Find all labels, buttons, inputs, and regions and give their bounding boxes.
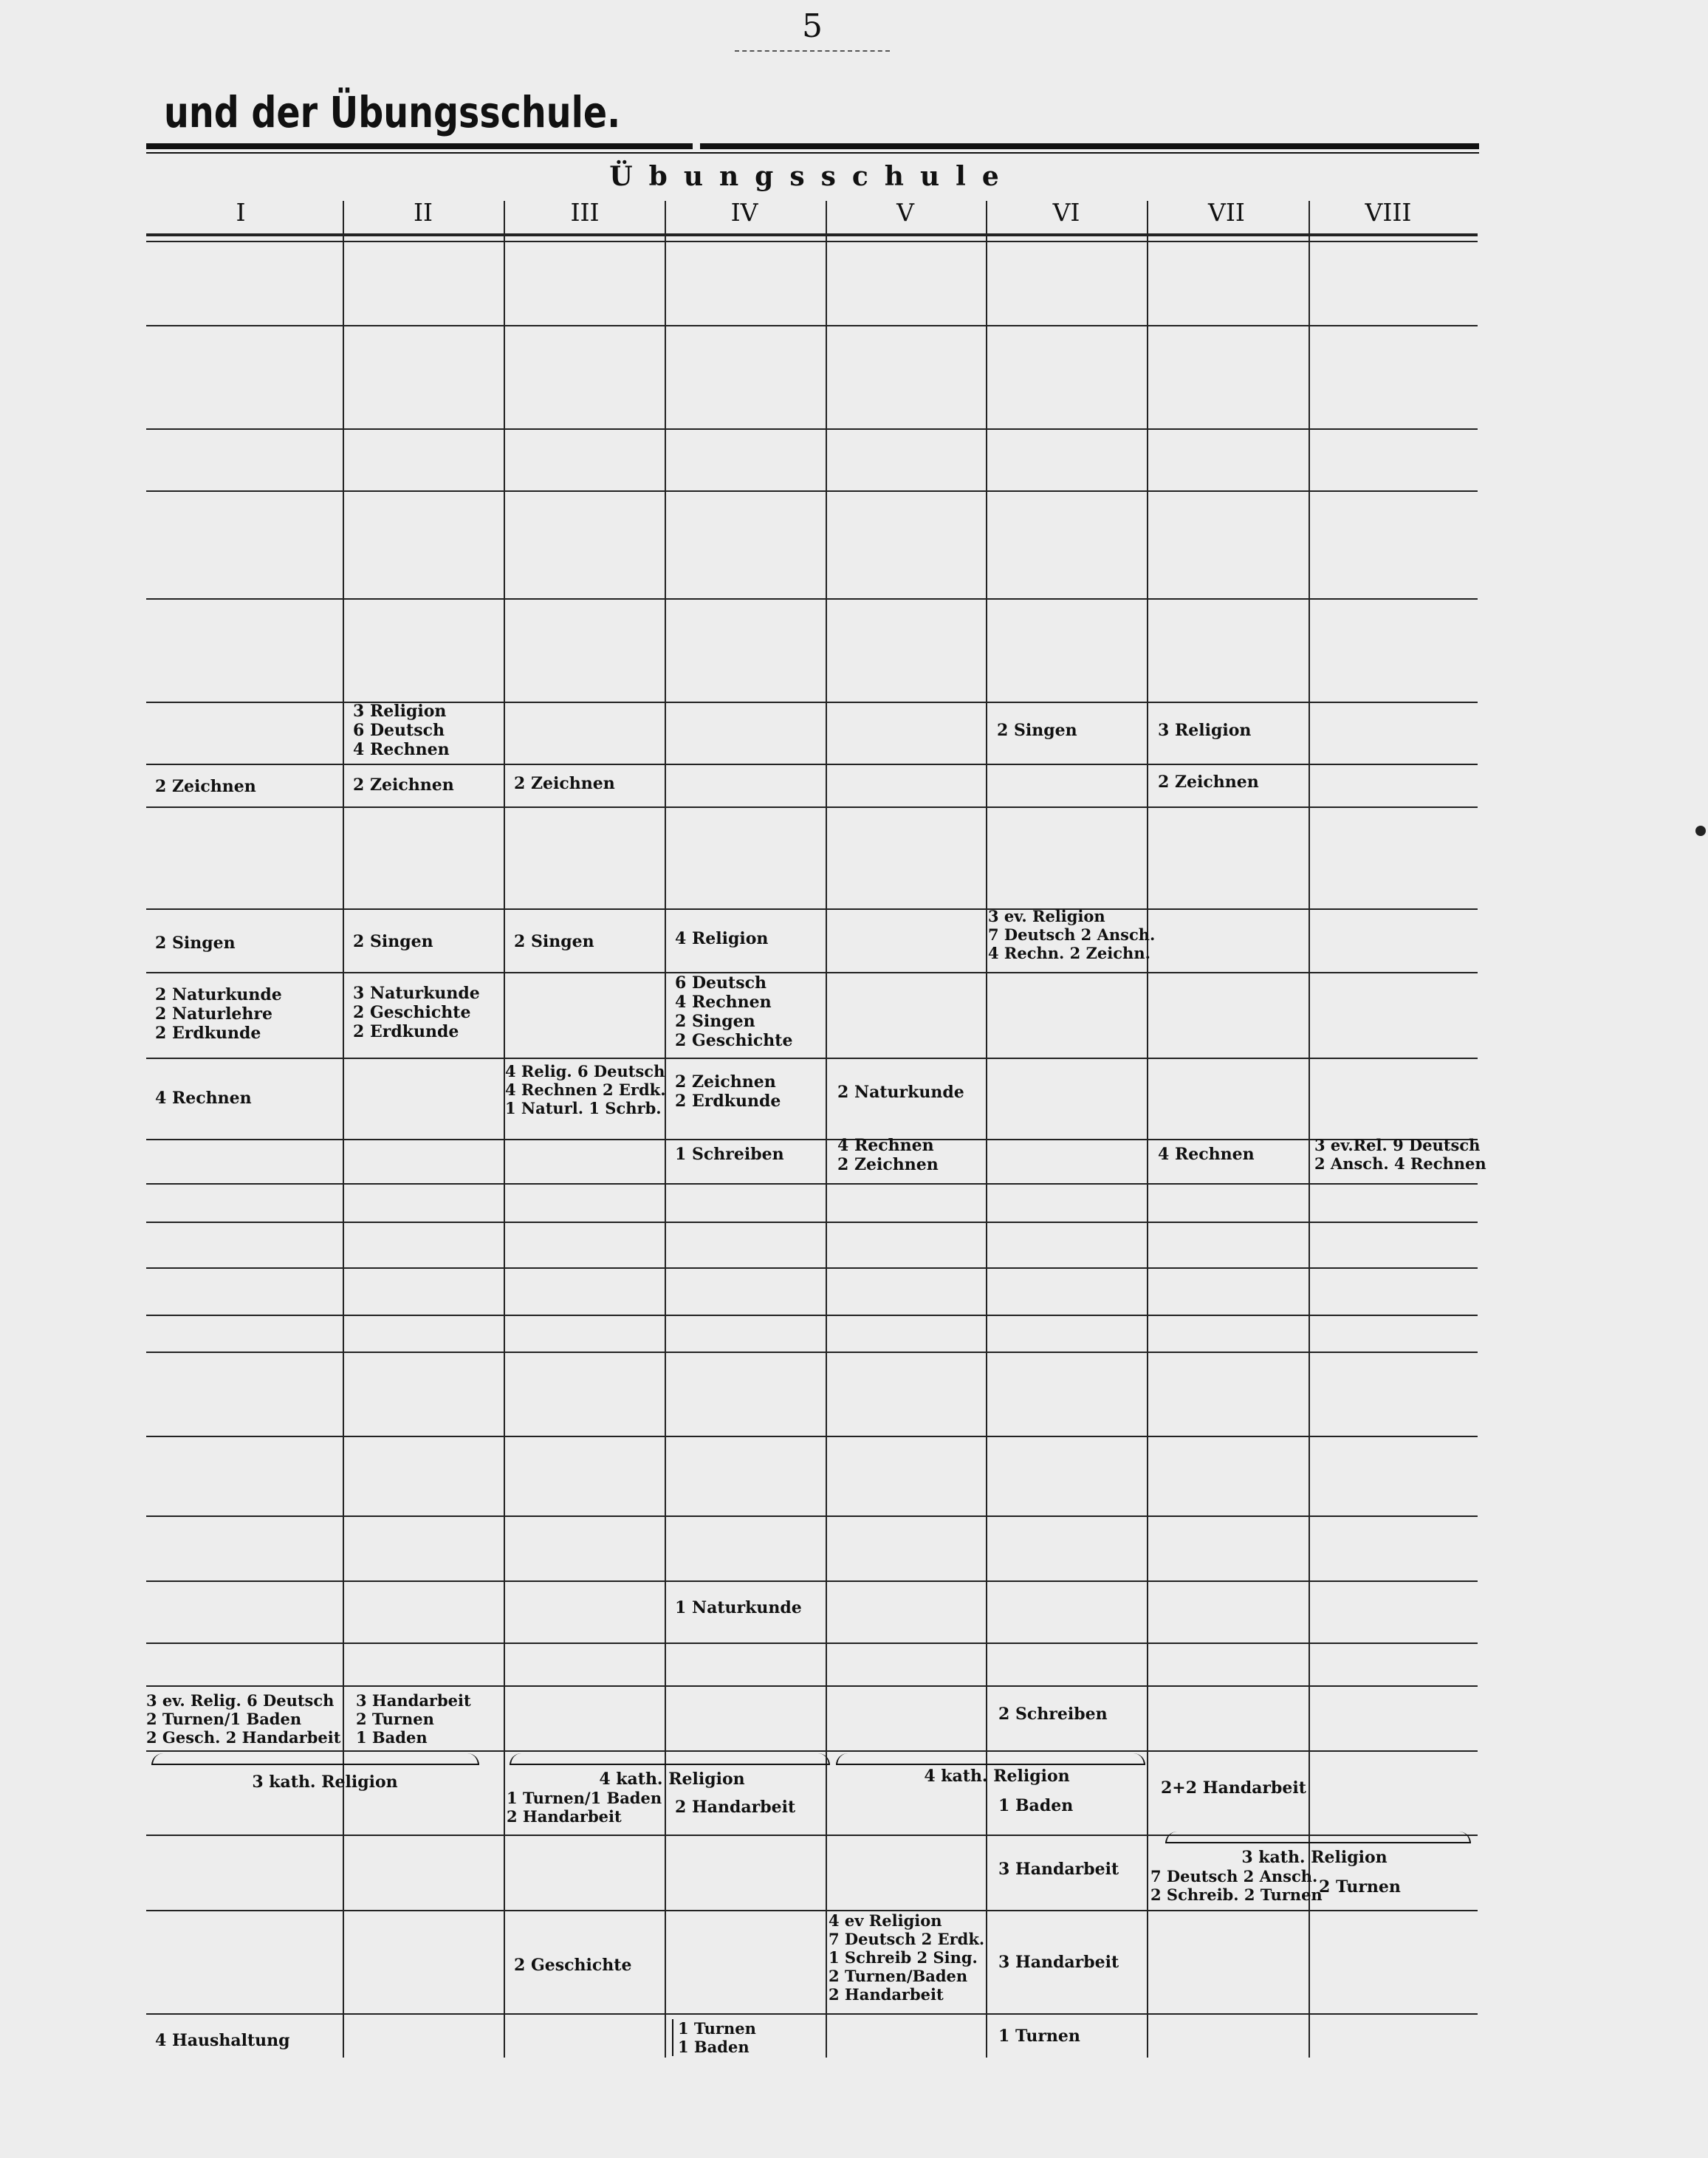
cell-viii [1314,1136,1486,1173]
cell-line: 4 Rechnen [837,1136,934,1155]
span-brace [836,1753,1145,1765]
cell-line: 3 ev.Rel. 9 Deutsch [1314,1136,1481,1154]
cell-iii: 2 Zeichnen [514,774,615,793]
cell-line: 1 Turnen [678,2019,756,2038]
column-divider [1309,201,1310,2058]
cell-line: 3 Naturkunde [353,984,480,1003]
cell-line: 2 Zeichnen [837,1155,939,1174]
cell-vii [1150,1867,1323,1904]
row-divider [146,806,1478,808]
cell-line: 2 Gesch. 2 Handarbeit [146,1728,341,1747]
cell-line: 7 Deutsch 2 Ansch. [1150,1867,1318,1885]
cell-line: 2 Turnen/Baden [829,1967,968,1985]
cell-line: 2 Naturlehre [155,1004,273,1024]
cell-line: 2 Handarbeit [829,1985,944,2004]
cell-line: 2 Erdkunde [675,1092,781,1111]
row-divider [146,1183,1478,1185]
cell-line: 4 Rechn. 2 Zeichn. [988,944,1150,962]
cell-vi: 1 Baden [998,1796,1074,1815]
row-divider [146,764,1478,765]
cell-vii: 3 Religion [1158,721,1252,740]
cell-line: 7 Deutsch 2 Ansch. [988,925,1156,944]
cell-vi: 2 Schreiben [998,1705,1108,1724]
heading-rule-left [146,143,693,149]
row-divider [146,1352,1478,1353]
row-divider [146,598,1478,600]
cell-iv: 1 Naturkunde [675,1598,802,1617]
row-divider [146,1436,1478,1437]
cell-line: 4 Rechnen [353,740,450,759]
page-heading: und der Übungsschule. [164,87,621,137]
cell-i-ii-span: 3 kath. Religion [252,1772,398,1792]
cell-iii [507,1789,662,1826]
row-divider [146,1139,1478,1140]
cell-line: 2 Handarbeit [507,1807,622,1826]
column-header-iii: III [570,198,600,227]
row-divider [146,1685,1478,1687]
cell-vi: 3 Handarbeit [998,1860,1119,1879]
cell-ii [353,984,480,1041]
cell-viii: 2 Turnen [1319,1877,1401,1897]
cell-vii: 2 Zeichnen [1158,773,1259,792]
cell-vi [988,907,1155,962]
cell-line: 2 Ansch. 4 Rechnen [1314,1154,1486,1173]
column-header-i: I [236,198,246,227]
cell-line: 3 ev. Relig. 6 Deutsch [146,1691,335,1710]
row-divider [146,1643,1478,1644]
column-header-viii: VIII [1365,198,1412,227]
column-divider [504,201,505,2058]
cell-ii [353,702,450,759]
cell-line: 1 Turnen/1 Baden [507,1789,662,1807]
heading-rule-right [700,143,1479,149]
page-number-ornament [735,50,890,55]
cell-vii: 4 Rechnen [1158,1145,1255,1164]
cell-iv [672,2019,756,2056]
row-divider [146,702,1478,703]
span-brace [1165,1832,1471,1843]
column-header-v: V [896,198,914,227]
column-header-vii: VII [1208,198,1245,227]
row-divider [146,1580,1478,1582]
page-number: 5 [802,7,823,45]
cell-ii: 2 Zeichnen [353,775,454,795]
cell-line: 1 Baden [356,1728,428,1747]
cell-i: 4 Haushaltung [155,2031,290,2050]
cell-iii: 2 Geschichte [514,1956,632,1975]
cell-line: 2 Erdkunde [155,1024,261,1043]
span-brace [510,1753,830,1765]
cell-line: 2 Naturkunde [155,985,282,1004]
cell-line: 4 Relig. 6 Deutsch [505,1062,665,1080]
cell-line: 1 Naturl. 1 Schrb. [505,1099,662,1117]
cell-ii: 2 Singen [353,932,433,951]
cell-line: 7 Deutsch 2 Erdk. [829,1930,985,1948]
cell-iv [675,973,792,1050]
row-divider [146,1058,1478,1059]
cell-iii: 2 Singen [514,932,594,951]
column-header-ii: II [413,198,433,227]
column-header-iv: IV [730,198,758,227]
row-divider [146,1315,1478,1316]
cell-line: 3 Religion [353,702,447,721]
column-header-vi: VI [1052,198,1080,227]
cell-iv: 2 Handarbeit [675,1798,796,1817]
header-rule-thin [146,241,1478,242]
cell-line: 2 Singen [675,1012,755,1031]
cell-line: 4 Rechnen 2 Erdk. [505,1080,666,1099]
row-divider [146,908,1478,910]
cell-line: 1 Baden [678,2038,750,2056]
row-divider [146,2013,1478,2015]
ink-speck [1695,826,1706,836]
cell-iii [505,1062,666,1117]
cell-v [829,1911,984,2004]
cell-i: 2 Zeichnen [155,777,256,796]
cell-vi: 1 Turnen [998,2027,1080,2046]
row-divider [146,1910,1478,1911]
row-divider [146,972,1478,973]
row-divider [146,1267,1478,1269]
row-divider [146,1515,1478,1517]
cell-line: 1 Schreib 2 Sing. [829,1948,978,1967]
cell-iv [675,1072,781,1111]
header-rule [146,233,1478,236]
cell-line: 3 ev. Religion [988,907,1105,925]
cell-line: 2 Zeichnen [675,1072,776,1092]
cell-vii-viii-span: 3 kath. Religion [1241,1848,1388,1867]
cell-iv: 1 Schreiben [675,1145,784,1164]
cell-i: 2 Singen [155,934,236,953]
cell-i: 4 Rechnen [155,1089,252,1108]
cell-line: 2 Turnen/1 Baden [146,1710,302,1728]
cell-i [155,985,282,1043]
section-title: Übungsschule [609,161,1015,192]
heading-rule-thin [146,152,1479,154]
cell-ii [356,1691,471,1747]
cell-i [146,1691,340,1747]
cell-line: 2 Geschichte [675,1031,793,1050]
cell-line: 4 Rechnen [675,993,772,1012]
cell-line: 6 Deutsch [675,973,766,993]
cell-line: 2 Turnen [356,1710,434,1728]
row-divider [146,325,1478,326]
cell-vi: 3 Handarbeit [998,1953,1119,1972]
row-divider [146,428,1478,430]
cell-iii-iv-span: 4 kath. Religion [599,1770,745,1789]
span-brace [151,1753,479,1765]
row-divider [146,1750,1478,1752]
cell-line: 6 Deutsch [353,721,445,740]
cell-v-vi-span: 4 kath. Religion [924,1767,1070,1786]
cell-line: 4 ev Religion [829,1911,942,1930]
cell-line: 2 Schreib. 2 Turnen [1150,1885,1323,1904]
cell-line: 2 Geschichte [353,1003,471,1022]
cell-v: 2 Naturkunde [837,1083,964,1102]
cell-line: 2 Erdkunde [353,1022,459,1041]
row-divider [146,490,1478,492]
cell-line: 3 Handarbeit [356,1691,471,1710]
row-divider [146,1222,1478,1223]
cell-vi: 2 Singen [997,721,1077,740]
cell-v [837,1136,939,1174]
cell-vii: 2+2 Handarbeit [1161,1778,1306,1798]
cell-iv: 4 Religion [675,929,769,948]
